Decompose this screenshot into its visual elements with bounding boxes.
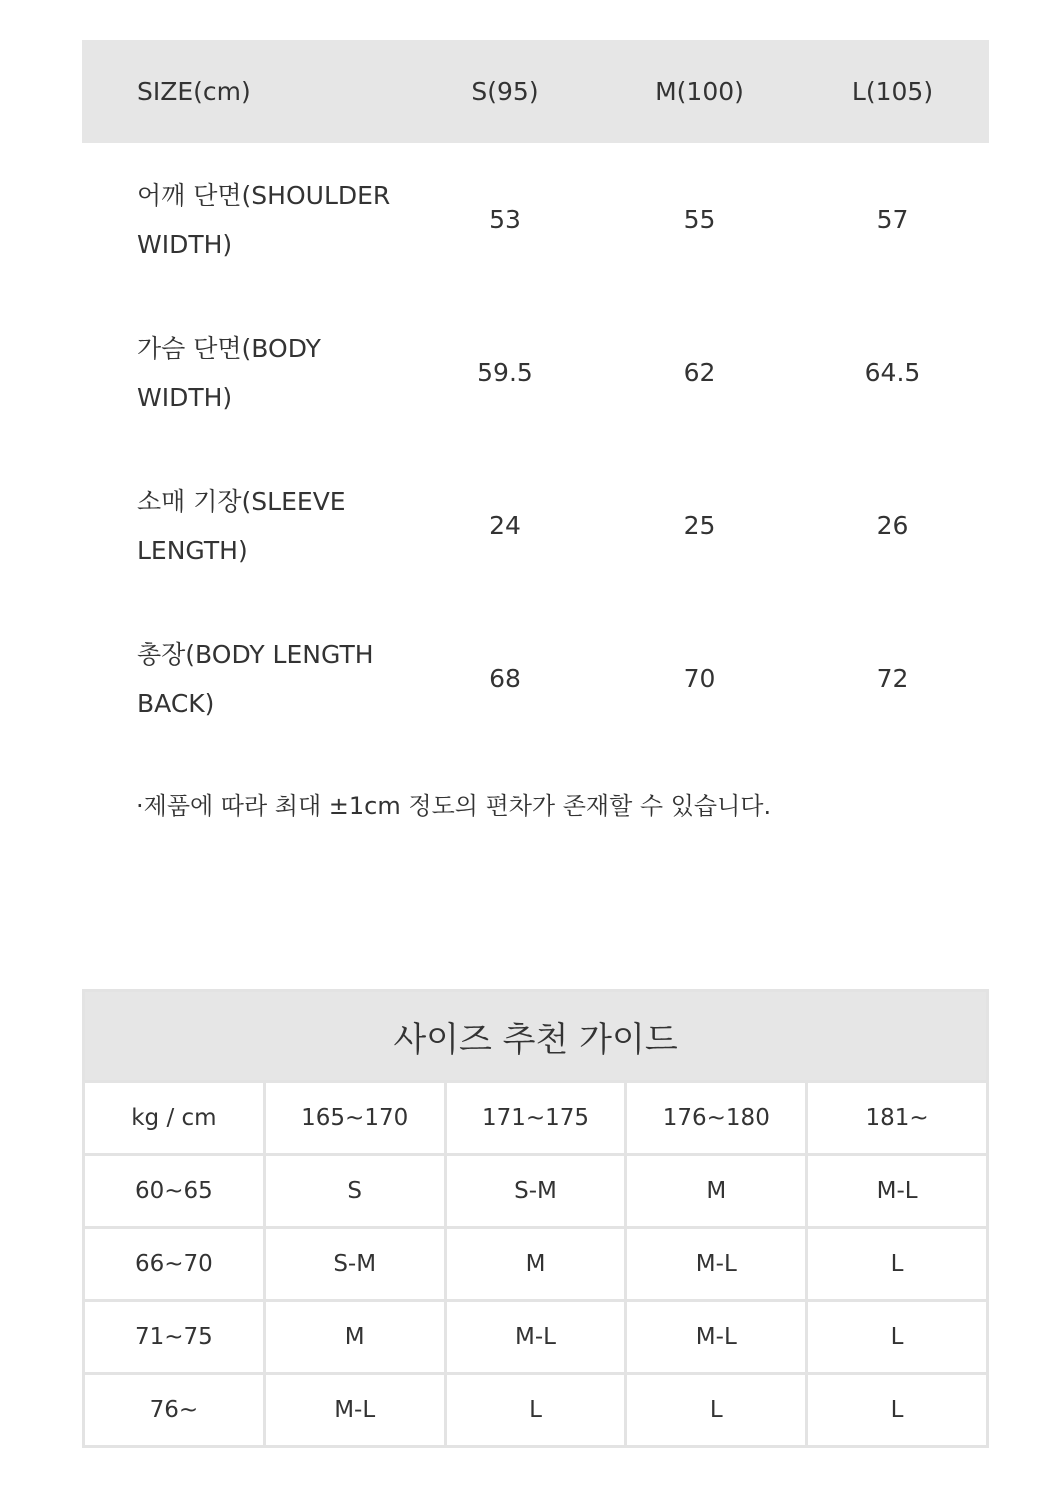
guide-size-cell: M xyxy=(627,1156,808,1226)
size-row-shoulder xyxy=(82,143,989,296)
size-row-body-length xyxy=(82,602,989,755)
guide-size-cell: L xyxy=(890,1397,904,1423)
guide-size-cell: S-M xyxy=(266,1229,447,1299)
guide-size-cell: L xyxy=(627,1375,808,1445)
guide-size-cell: L xyxy=(447,1375,628,1445)
tolerance-note: ·제품에 따라 최대 ±1cm 정도의 편차가 존재할 수 있습니다. xyxy=(136,792,772,820)
guide-size-cell: M xyxy=(266,1302,447,1372)
guide-size-cell: M xyxy=(447,1229,628,1299)
guide-header-cell: 176~180 xyxy=(627,1083,808,1153)
size-row-label: 가슴 단면(BODY WIDTH) xyxy=(137,333,321,412)
size-table xyxy=(82,40,989,755)
size-value: 59.5 xyxy=(477,358,533,387)
size-value: 62 xyxy=(683,358,716,387)
guide-weight-cell: 66~70 xyxy=(85,1229,266,1299)
guide-header-cell: 181~ xyxy=(865,1105,929,1131)
size-table-header xyxy=(82,40,989,143)
guide-size-cell: M-L xyxy=(447,1302,628,1372)
size-value: 55 xyxy=(683,205,716,234)
guide-size-cell: M-L xyxy=(627,1229,808,1299)
table-row xyxy=(85,1375,986,1445)
guide-weight-cell: 71~75 xyxy=(85,1302,266,1372)
guide-size-cell: M-L xyxy=(627,1302,808,1372)
guide-size-cell: M-L xyxy=(266,1375,447,1445)
size-row-sleeve xyxy=(82,449,989,602)
size-header-s: S(95) xyxy=(471,77,539,106)
size-value: 25 xyxy=(683,511,716,540)
size-value: 53 xyxy=(489,205,521,234)
size-guide-header-row xyxy=(85,1083,986,1156)
size-value: 72 xyxy=(876,664,909,693)
size-row-body-width xyxy=(82,296,989,449)
size-guide-table xyxy=(82,989,989,1448)
guide-size-cell: L xyxy=(890,1324,904,1350)
size-row-label-cell xyxy=(82,477,407,575)
size-value: 57 xyxy=(876,205,909,234)
size-value: 64.5 xyxy=(864,358,921,387)
size-header-l: L(105) xyxy=(851,77,934,106)
guide-size-cell: S xyxy=(266,1156,447,1226)
size-guide-title: 사이즈 추천 가이드 xyxy=(85,992,986,1083)
size-value: 24 xyxy=(489,511,521,540)
size-header-label: SIZE(cm) xyxy=(137,77,251,106)
guide-weight-cell: 60~65 xyxy=(85,1156,266,1226)
guide-header-cell: 171~175 xyxy=(447,1083,628,1153)
guide-weight-cell: 76~ xyxy=(85,1375,266,1445)
table-row xyxy=(85,1229,986,1302)
guide-header-cell: kg / cm xyxy=(85,1083,266,1153)
size-header-m: M(100) xyxy=(655,77,744,106)
size-value: 70 xyxy=(683,664,716,693)
guide-header-cell: 165~170 xyxy=(266,1083,447,1153)
size-row-label: 어깨 단면(SHOULDER WIDTH) xyxy=(137,180,391,259)
size-value: 26 xyxy=(876,511,909,540)
size-row-label-cell xyxy=(82,630,407,728)
size-row-label: 소매 기장(SLEEVE LENGTH) xyxy=(137,486,346,565)
size-header-label-cell xyxy=(82,67,407,116)
table-row xyxy=(85,1302,986,1375)
size-row-label-cell xyxy=(82,171,407,269)
size-row-label: 총장(BODY LENGTH BACK) xyxy=(137,639,374,718)
guide-size-cell: S-M xyxy=(447,1156,628,1226)
size-row-label-cell xyxy=(82,324,407,422)
table-row xyxy=(85,1156,986,1229)
guide-size-cell: L xyxy=(890,1251,904,1277)
guide-size-cell: M-L xyxy=(876,1178,918,1204)
size-value: 68 xyxy=(489,664,521,693)
